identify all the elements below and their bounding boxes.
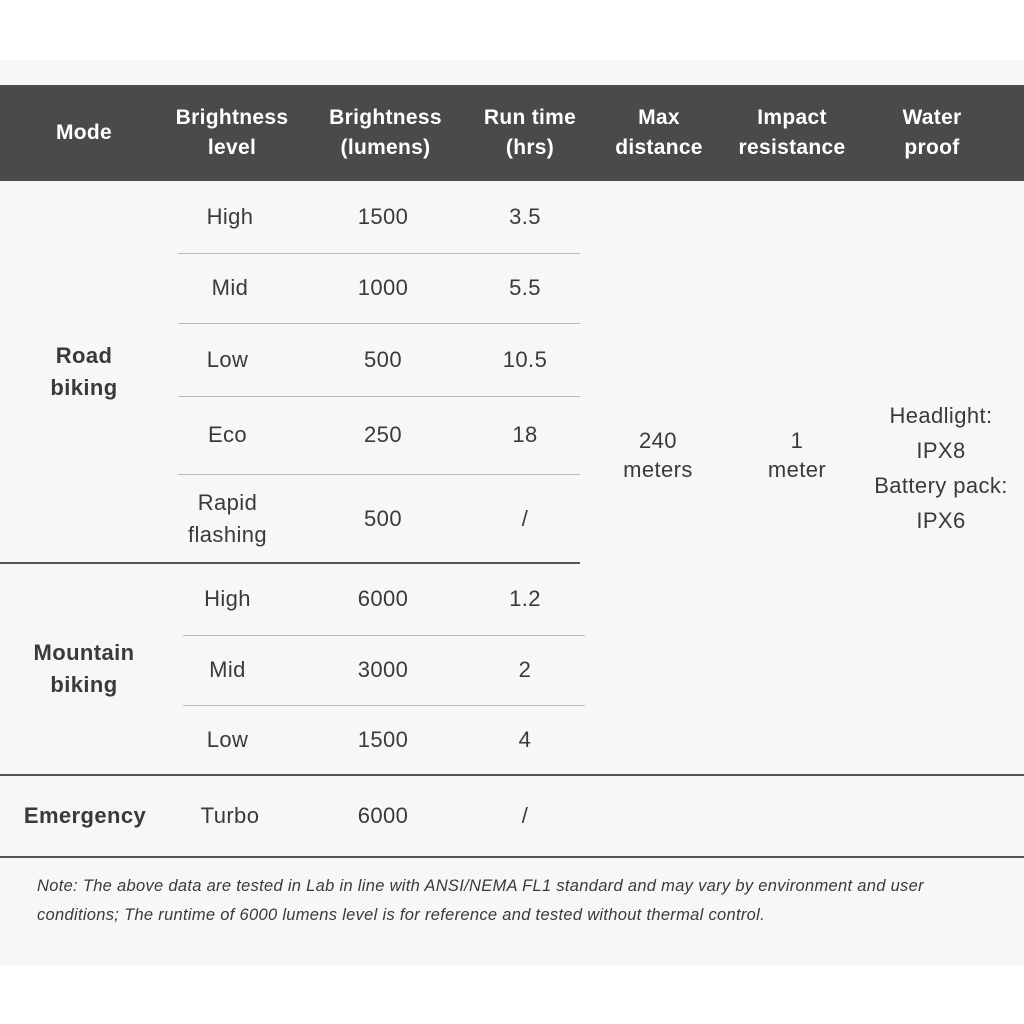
mode-emergency: Emergency <box>23 802 147 828</box>
header-brightness-level: Brightness level <box>175 106 289 159</box>
table-cell-lumens: 1500 <box>357 204 409 229</box>
table-cell-lumens: 6000 <box>357 586 409 611</box>
table-cell-level: High <box>204 586 251 611</box>
table-cell-level: Mid <box>211 275 249 300</box>
header-brightness-lumens: Brightness (lumens) <box>329 106 442 159</box>
table-cell-level: Rapid flashing <box>187 489 268 547</box>
table-cell-runtime: 10.5 <box>502 346 548 372</box>
table-bottom-border <box>0 856 1024 858</box>
table-cell-level: Eco <box>207 422 248 447</box>
table-cell-runtime: 1.2 <box>509 586 541 611</box>
header-run-time: Run time (hrs) <box>483 106 577 159</box>
header-waterproof: Water proof <box>902 106 962 159</box>
impact-resistance-value: 1 meter <box>767 428 827 482</box>
table-cell-level: High <box>206 204 254 229</box>
table-cell-level: Low <box>206 726 249 752</box>
table-cell-level: Turbo <box>200 802 260 828</box>
mode-mountain-biking: Mountain biking <box>33 639 135 697</box>
table-cell-lumens: 3000 <box>357 657 409 682</box>
table-cell-lumens: 1000 <box>357 275 409 300</box>
table-cell-level: Low <box>206 346 249 372</box>
table-cell-lumens: 250 <box>364 422 402 447</box>
table-cell-lumens: 500 <box>364 346 402 372</box>
table-cell-runtime: 4 <box>518 726 532 752</box>
table-cell-runtime: 2 <box>518 657 532 682</box>
footnote: Note: The above data are tested in Lab in line with ANSI/NEMA FL1 standard and may vary by environment and user conditions; The runtime of 6000 lumens level is for reference and tested without thermal control. <box>37 877 924 924</box>
table-cell-lumens: 6000 <box>357 802 409 828</box>
header-impact-resistance: Impact resistance <box>738 106 846 159</box>
table-cell-lumens: 1500 <box>357 726 409 752</box>
waterproof-value: Headlight: IPX8 Battery pack: IPX6 <box>874 402 1008 533</box>
header-mode: Mode <box>55 121 113 144</box>
table-cell-lumens: 500 <box>364 505 402 531</box>
table-cell-runtime: 5.5 <box>509 275 541 300</box>
max-distance-value: 240 meters <box>623 428 693 482</box>
mode-road-biking: Road biking <box>50 343 118 400</box>
table-cell-runtime: / <box>521 505 529 531</box>
table-cell-runtime: / <box>521 802 529 828</box>
table-cell-runtime: 18 <box>512 422 538 447</box>
table-cell-level: Mid <box>209 657 246 682</box>
header-max-distance: Max distance <box>615 106 703 159</box>
table-cell-runtime: 3.5 <box>509 204 541 229</box>
